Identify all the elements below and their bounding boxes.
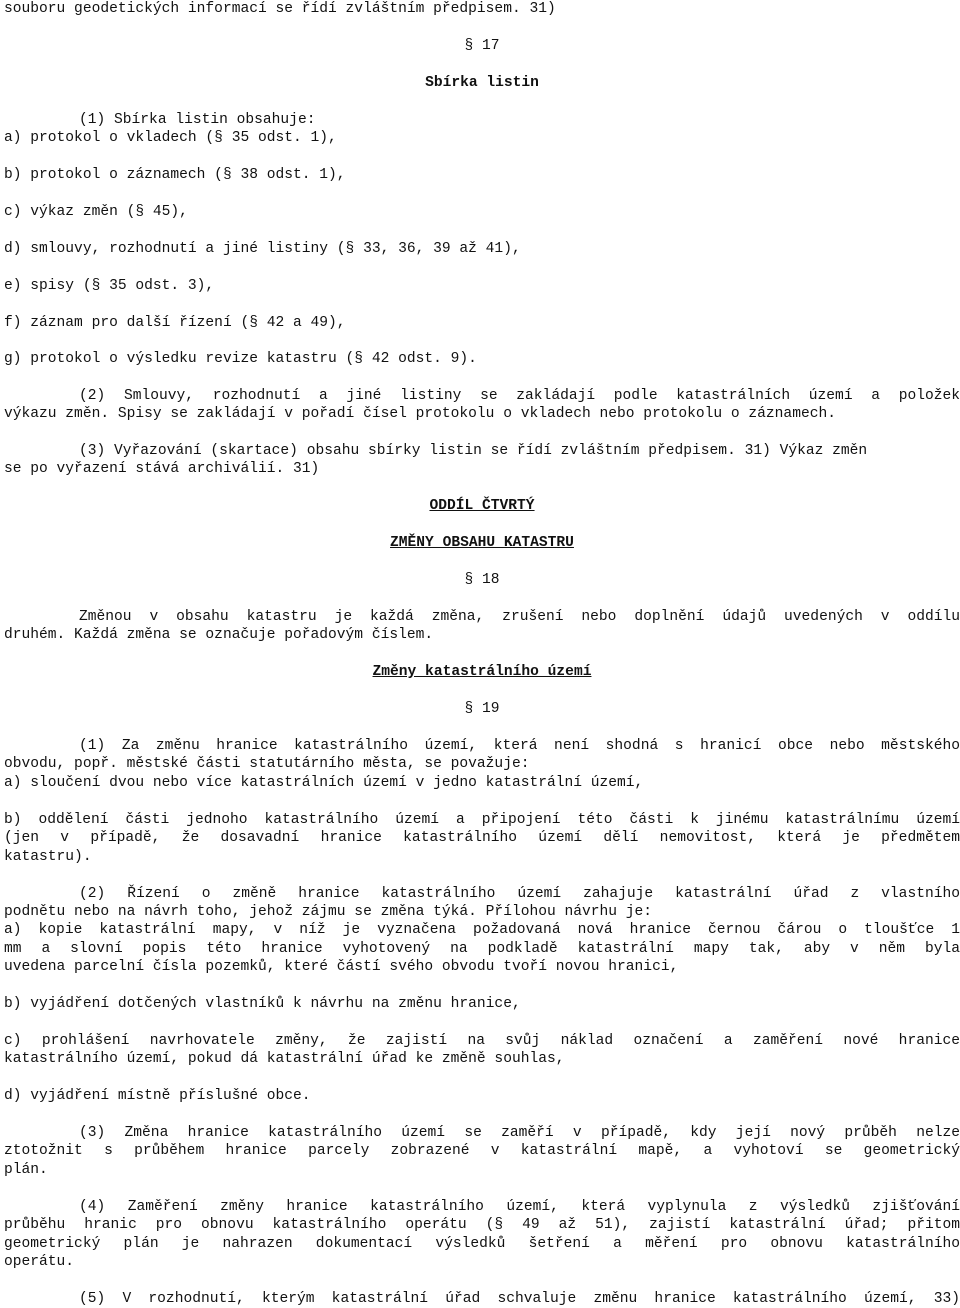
- s19-p2-line3: a) kopie katastrální mapy, v níž je vyznačena požadovaná nová hranice černou čárou o tloušťce 1: [4, 922, 960, 938]
- s19-p2d: d) vyjádření místně příslušné obce.: [4, 1088, 311, 1104]
- s19-p2-line5: uvedena parcelní čísla pozemků, které částí svého obvodu tvoří novou hranici,: [4, 959, 679, 975]
- part4-heading: ODDÍL ČTVRTÝ: [429, 498, 535, 514]
- s19-p3-line2: ztotožnit s průběhem hranice parcely zobrazené v katastrální mapě, a vyhotoví se geometrický: [4, 1143, 960, 1159]
- s19-p4-line3: geometrický plán je nahrazen dokumentací výsledků šetření a měření pro obnovu katastrálního: [4, 1236, 960, 1252]
- s17-p2-line2: výkazu změn. Spisy se zakládají v pořadí čísel protokolu o vkladech nebo protokolu o záznamech.: [4, 406, 836, 422]
- s19-p1b-line2: (jen v případě, že dosavadní hranice katastrálního území dělí nemovitost, která je předmětem: [4, 830, 960, 846]
- section-18-number: § 18: [464, 572, 500, 588]
- s19-p4-line4: operátu.: [4, 1254, 75, 1270]
- s17-p2-line1: (2) Smlouvy, rozhodnutí a jiné listiny se zakládají podle katastrálních území a položek: [79, 388, 960, 404]
- s19-p4-line1: (4) Zaměření změny hranice katastrálního území, která vyplynula z výsledků zjišťování: [79, 1199, 960, 1215]
- top-fragment: souboru geodetických informací se řídí zvláštním předpisem. 31): [4, 1, 556, 17]
- section-17-number: § 17: [464, 38, 500, 54]
- s17-p3-line2: se po vyřazení stává archiválií. 31): [4, 461, 320, 477]
- s19-p1b-line3: katastru).: [4, 849, 92, 865]
- s19-p4-line2: průběhu hranic pro obnovu katastrálního operátu (§ 49 až 51), zajistí katastrální úřad; přitom: [4, 1217, 960, 1233]
- cadastral-heading: Změny katastrálního území: [372, 664, 592, 680]
- s19-p2-line2: podnětu nebo na návrh toho, jehož zájmu se změna týká. Přílohou návrhu je:: [4, 904, 653, 920]
- s17-item-e: e) spisy (§ 35 odst. 3),: [4, 278, 215, 294]
- s19-p2b: b) vyjádření dotčených vlastníků k návrhu na změnu hranice,: [4, 996, 521, 1012]
- s19-p3-line1: (3) Změna hranice katastrálního území se zaměří v případě, kdy její nový průběh nelze: [79, 1125, 960, 1141]
- s19-p2-line1: (2) Řízení o změně hranice katastrálního území zahajuje katastrální úřad z vlastního: [79, 886, 960, 902]
- part4-subheading: ZMĚNY OBSAHU KATASTRU: [390, 535, 574, 551]
- s17-p3-line1: (3) Vyřazování (skartace) obsahu sbírky listin se řídí zvláštním předpisem. 31) Výkaz změn: [79, 443, 868, 459]
- s19-p2c-line2: katastrálního území, pokud dá katastrální úřad ke změně souhlas,: [4, 1051, 565, 1067]
- s19-p5-line1: (5) V rozhodnutí, kterým katastrální úřad schvaluje změnu hranice katastrálního území, 33): [79, 1291, 960, 1307]
- s19-p1b-line1: b) oddělení části jednoho katastrálního území a připojení této části k jinému katastrálnímu území: [4, 812, 960, 828]
- section-17-title: Sbírka listin: [425, 75, 539, 91]
- s19-p1-line1: (1) Za změnu hranice katastrálního území, která není shodná s hranicí obce nebo městského: [79, 738, 960, 754]
- s19-p1-line2: obvodu, popř. městské části statutárního města, se považuje:: [4, 756, 530, 772]
- s17-p1-intro: (1) Sbírka listin obsahuje:: [79, 112, 316, 128]
- s18-line1: Změnou v obsahu katastru je každá změna, zrušení nebo doplnění údajů uvedených v oddílu: [79, 609, 960, 625]
- s19-p3-line3: plán.: [4, 1162, 48, 1178]
- s19-p2-line4: mm a slovní popis této hranice vyhotovený na podkladě katastrální mapy tak, aby v něm byla: [4, 941, 960, 957]
- s19-p2c-line1: c) prohlášení navrhovatele změny, že zajistí na svůj náklad označení a zaměření nové hranice: [4, 1033, 960, 1049]
- s17-item-c: c) výkaz změn (§ 45),: [4, 204, 188, 220]
- s17-item-d: d) smlouvy, rozhodnutí a jiné listiny (§ 33, 36, 39 až 41),: [4, 241, 521, 257]
- s17-item-g: g) protokol o výsledku revize katastru (§ 42 odst. 9).: [4, 351, 477, 367]
- s17-item-a: a) protokol o vkladech (§ 35 odst. 1),: [4, 130, 337, 146]
- s17-item-f: f) záznam pro další řízení (§ 42 a 49),: [4, 315, 346, 331]
- s18-line2: druhém. Každá změna se označuje pořadovým číslem.: [4, 627, 434, 643]
- s19-p1-line3: a) sloučení dvou nebo více katastrálních území v jedno katastrální území,: [4, 775, 644, 791]
- s17-item-b: b) protokol o záznamech (§ 38 odst. 1),: [4, 167, 346, 183]
- section-19-number: § 19: [464, 701, 500, 717]
